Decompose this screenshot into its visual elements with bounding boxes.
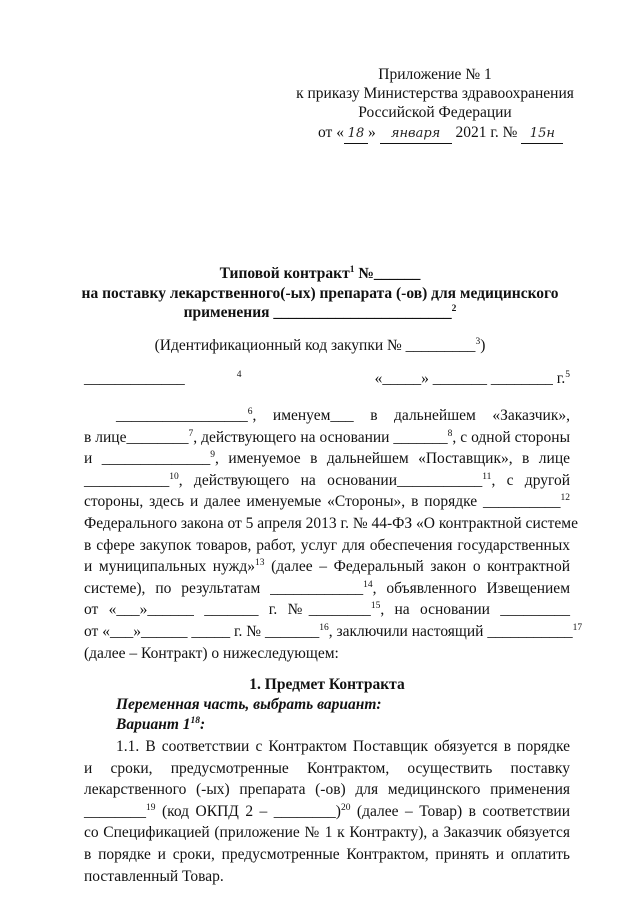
- handwritten-number: 15н: [521, 125, 563, 144]
- title-text: Типовой контракт: [219, 265, 350, 282]
- body-line: [84, 450, 570, 468]
- footnote-ref: 20: [340, 802, 351, 813]
- text-run: , именуем___ в дальнейшем «Заказчик»,: [252, 407, 570, 424]
- contract-subtitle-line-1: на поставку лекарственного(-ых) препарата (-ов) для медицинского: [81, 285, 559, 302]
- footnote-ref: 19: [146, 802, 156, 813]
- body-line: [84, 558, 570, 576]
- appendix-line-2: к приказу Министерства здравоохранения: [296, 85, 574, 102]
- text-run: ________: [84, 802, 146, 820]
- text-run: 1.1. В соответствии с Контрактом Поставщик обязуется в порядке: [116, 738, 570, 755]
- appendix-line-3: Российской Федерации: [358, 104, 512, 121]
- body-line: [84, 645, 570, 663]
- variant-colon: :: [200, 716, 206, 733]
- text-run: (далее – Товар) в соответствии: [350, 802, 571, 820]
- clause-line: [84, 846, 570, 864]
- date-prefix: от «: [318, 124, 344, 141]
- footnote-ref: 18: [190, 716, 200, 726]
- text-run: (код ОКПД 2 – ________): [155, 802, 341, 820]
- footnote-ref: 8: [447, 428, 453, 439]
- subtitle-text: применения _______________________: [183, 304, 452, 321]
- variant-text: Вариант 1: [116, 716, 191, 733]
- variable-part-label: Переменная часть, выбрать вариант:: [116, 696, 382, 713]
- footnote-ref: 7: [188, 428, 194, 439]
- body-line: [84, 537, 570, 555]
- variant-label: [116, 716, 205, 734]
- text-run: со Спецификацией (приложение № 1 к Контракту), а Заказчик обязуется: [84, 824, 570, 842]
- handwritten-day: 18: [344, 125, 368, 144]
- section-title: 1. Предмет Контракта: [249, 676, 405, 693]
- text-run: ___________: [84, 471, 170, 489]
- body-line: [84, 493, 570, 511]
- text-run: в сфере закупок товаров, работ, услуг для обеспечения государственных: [84, 536, 570, 554]
- title-number: №______: [354, 265, 421, 282]
- text-run: и сроки, предусмотренные Контрактом, осуществить поставку: [84, 759, 570, 777]
- clause-line: [116, 738, 570, 756]
- body-line: [84, 580, 570, 598]
- text-run: лекарственного (-ых) препарата (-ов) для медицинского применения: [84, 781, 570, 799]
- text-run: и ______________: [84, 450, 211, 468]
- text-run: от «___»______ _____ г. № _______: [84, 623, 320, 640]
- clause-line: [84, 803, 570, 821]
- date-field: [330, 370, 570, 388]
- text-run: (далее – Федеральный закон о контрактной: [264, 558, 570, 576]
- text-run: от «___»______ _______ г. №________: [84, 601, 371, 619]
- text-run: , с другой: [491, 471, 571, 489]
- footnote-ref: 1: [349, 265, 355, 275]
- text-run: , действующего на основании___________: [178, 471, 483, 489]
- body-line: [84, 601, 570, 619]
- footnote-ref: 16: [319, 623, 329, 633]
- footnote-ref: 15: [370, 601, 381, 612]
- place-field: [84, 370, 242, 388]
- footnote-ref: 14: [363, 579, 373, 590]
- footnote-ref: 11: [482, 471, 492, 482]
- text-run: , на основании _________: [380, 601, 571, 619]
- contract-title: [80, 265, 560, 283]
- clause-line: [84, 760, 570, 778]
- body-line: [116, 407, 570, 425]
- appendix-date-line: [318, 124, 563, 144]
- footnote-ref: 12: [560, 493, 570, 504]
- clause-line: [84, 824, 570, 842]
- procurement-id-close: ): [480, 337, 486, 354]
- body-line: [84, 515, 578, 533]
- footnote-ref: 10: [169, 471, 179, 482]
- footnote-ref: 5: [565, 370, 570, 380]
- clause-line: [84, 868, 570, 886]
- footnote-ref: 4: [236, 370, 242, 380]
- text-run: стороны, здесь и далее именуемые «Стороны», в порядке __________: [84, 493, 561, 511]
- handwritten-month: января: [380, 125, 452, 144]
- text-run: в лице________: [84, 428, 189, 446]
- text-run: (далее – Контракт) о нижеследующем:: [84, 644, 339, 662]
- footnote-ref: 3: [475, 337, 481, 347]
- footnote-ref: 6: [247, 407, 253, 417]
- place-blank: _____________: [84, 370, 185, 387]
- clause-line: [84, 781, 570, 799]
- text-run: поставленный Товар.: [84, 867, 224, 885]
- text-run: системе), по результатам ____________: [84, 579, 364, 597]
- text-run: _________________: [116, 407, 248, 424]
- appendix-line-1: Приложение № 1: [378, 66, 492, 83]
- text-run: , с одной стороны: [452, 428, 570, 446]
- footnote-ref: 17: [572, 623, 583, 633]
- contract-subtitle-line-2: [80, 304, 560, 322]
- body-line: [84, 429, 570, 447]
- date-mid: »: [367, 124, 376, 141]
- footnote-ref: 9: [210, 450, 215, 461]
- date-blank: «_____» _______ ________ г.: [374, 370, 566, 387]
- date-year: 2021 г. №: [455, 124, 518, 141]
- text-run: , именуемое в дальнейшем «Поставщик», в лице: [215, 450, 571, 468]
- text-run: Федерального закона от 5 апреля 2013 г. № 44-ФЗ «О контрактной системе: [84, 515, 578, 532]
- text-run: , заключили настоящий ___________: [328, 623, 573, 640]
- footnote-ref: 13: [254, 558, 265, 569]
- procurement-id-text: (Идентификационный код закупки № _________: [154, 337, 476, 354]
- procurement-id: [80, 337, 560, 355]
- text-run: и муниципальных нужд»: [84, 558, 255, 576]
- footnote-ref: 2: [451, 304, 457, 314]
- text-run: , действующего на основании _______: [193, 428, 448, 446]
- text-run: в порядке и сроки, предусмотренные Контрактом, принять и оплатить: [84, 846, 570, 863]
- body-line: [84, 623, 583, 641]
- text-run: , объявленного Извещением: [372, 579, 570, 597]
- body-line: [84, 472, 570, 490]
